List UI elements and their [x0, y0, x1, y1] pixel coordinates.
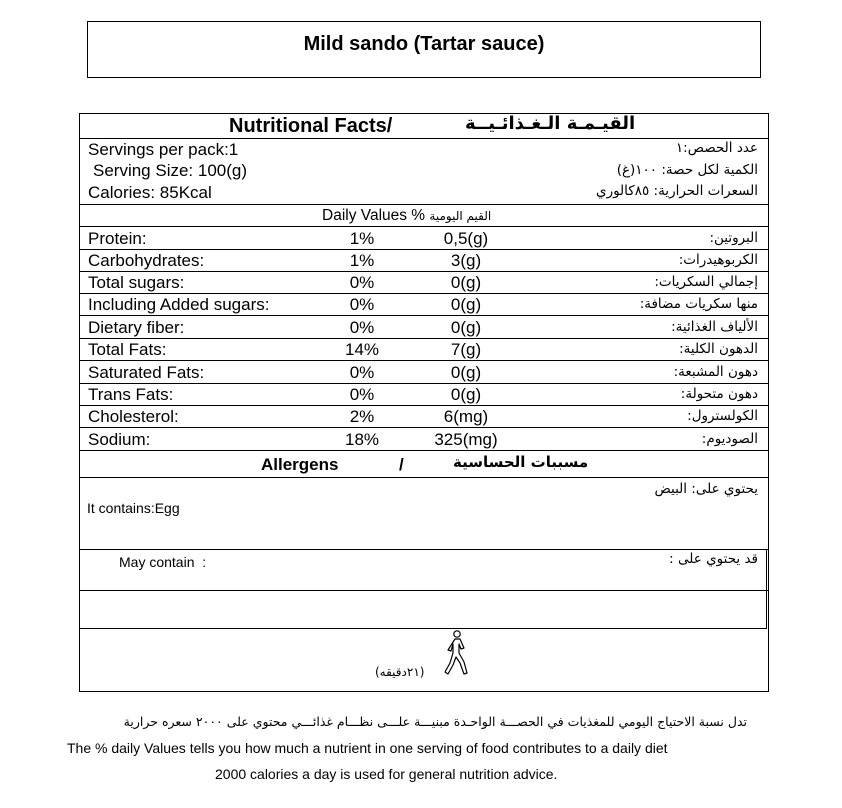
nutrient-name: Including Added sugars:: [88, 295, 270, 314]
servings-per-pack-ar: عدد الحصص:١: [675, 140, 758, 156]
nutrient-name: Dietary fiber:: [88, 318, 185, 337]
allergens-slash: /: [399, 455, 404, 474]
walking-person-icon: [442, 629, 472, 677]
nutrient-percent: 0%: [349, 273, 375, 292]
may-contain-ar: قد يحتوي على :: [669, 551, 758, 567]
nutrient-amount: 0,5(g): [443, 229, 489, 248]
nutrient-name-ar: منها سكريات مضافة:: [639, 296, 758, 312]
nutrient-amount: 0(g): [450, 273, 482, 292]
nutrient-amount: 3(g): [450, 251, 482, 270]
nutrient-amount: 7(g): [450, 340, 482, 359]
nutrient-name: Cholesterol:: [88, 407, 179, 426]
allergens-heading-ar: مسببات الحساسية: [453, 453, 589, 471]
nutrient-percent: 2%: [349, 407, 375, 426]
nutrient-name: Protein:: [88, 229, 147, 248]
daily-values-header: [322, 208, 491, 224]
daily-values-label-ar: القيم اليومية: [429, 209, 492, 223]
nutrient-name: Sodium:: [88, 430, 151, 449]
nutrient-name-ar: الألياف الغذائية:: [671, 319, 758, 335]
contains-ar: يحتوي على: البيض: [654, 481, 758, 497]
nutrient-percent: 0%: [349, 318, 375, 337]
nutrient-amount: 6(mg): [443, 407, 489, 426]
nutrient-name-ar: البروتين:: [709, 230, 758, 246]
nutrient-percent: 0%: [349, 363, 375, 382]
nutrition-facts-heading: Nutritional Facts/: [229, 115, 393, 137]
calories-ar: السعرات الحرارية: ٨٥كالوري: [596, 183, 758, 199]
nutrient-name-ar: الصوديوم:: [701, 431, 758, 447]
calories: Calories: 85Kcal: [88, 183, 212, 202]
nutrition-facts-heading-ar: القيـمـة الـغـذائـيــة: [465, 113, 636, 134]
product-title: Mild sando (Tartar sauce): [303, 33, 545, 55]
nutrient-name: Trans Fats:: [88, 385, 174, 404]
nutrient-percent: 1%: [349, 251, 375, 270]
nutrient-percent: 14%: [344, 340, 380, 359]
allergens-heading: Allergens: [261, 455, 339, 474]
footer-note-en-2: 2000 calories a day is used for general nutrition advice.: [215, 766, 558, 782]
serving-size-ar: الكمية لكل حصة: ١٠٠(غ): [616, 162, 758, 178]
nutrient-name-ar: دهون متحولة:: [680, 386, 758, 402]
daily-values-label: Daily Values %: [322, 207, 426, 224]
nutrient-name: Saturated Fats:: [88, 363, 205, 382]
nutrient-percent: 0%: [349, 295, 375, 314]
footer-note-ar: تدل نسبة الاحتياج اليومي للمغذيات في الحصـــة الواحـدة مبنيـــة علـــى نظـــام غذائـــي محتوي على ٢٠٠٠ سعره حرارية: [123, 714, 747, 729]
serving-size: Serving Size: 100(g): [93, 161, 248, 180]
servings-per-pack: Servings per pack:1: [88, 140, 239, 159]
nutrient-amount: 0(g): [450, 295, 482, 314]
nutrient-name-ar: إجمالي السكريات:: [654, 274, 758, 290]
nutrient-amount: 0(g): [450, 363, 482, 382]
nutrient-amount: 0(g): [450, 318, 482, 337]
nutrient-name-ar: الدهون الكلية:: [679, 341, 758, 357]
nutrient-name: Total sugars:: [88, 273, 185, 292]
may-contain: May contain :: [119, 554, 207, 570]
nutrient-name-ar: الكولسترول:: [687, 408, 758, 424]
nutrient-name-ar: الكربوهيدرات:: [678, 252, 758, 268]
nutrient-amount: 0(g): [450, 385, 482, 404]
nutrient-name: Carbohydrates:: [88, 251, 205, 270]
nutrient-name: Total Fats:: [88, 340, 167, 359]
product-title-box: [87, 21, 761, 78]
activity-duration: (٢١دقيقه): [375, 665, 425, 679]
contains-egg: It contains:Egg: [87, 500, 180, 516]
nutrient-name-ar: دهون المشبعة:: [673, 364, 758, 380]
footer-note-en: The % daily Values tells you how much a nutrient in one serving of food contributes to a daily diet: [67, 740, 668, 756]
nutrient-percent: 1%: [349, 229, 375, 248]
nutrient-amount: 325(mg): [434, 430, 498, 449]
nutrient-percent: 0%: [349, 385, 375, 404]
nutrient-percent: 18%: [344, 430, 380, 449]
